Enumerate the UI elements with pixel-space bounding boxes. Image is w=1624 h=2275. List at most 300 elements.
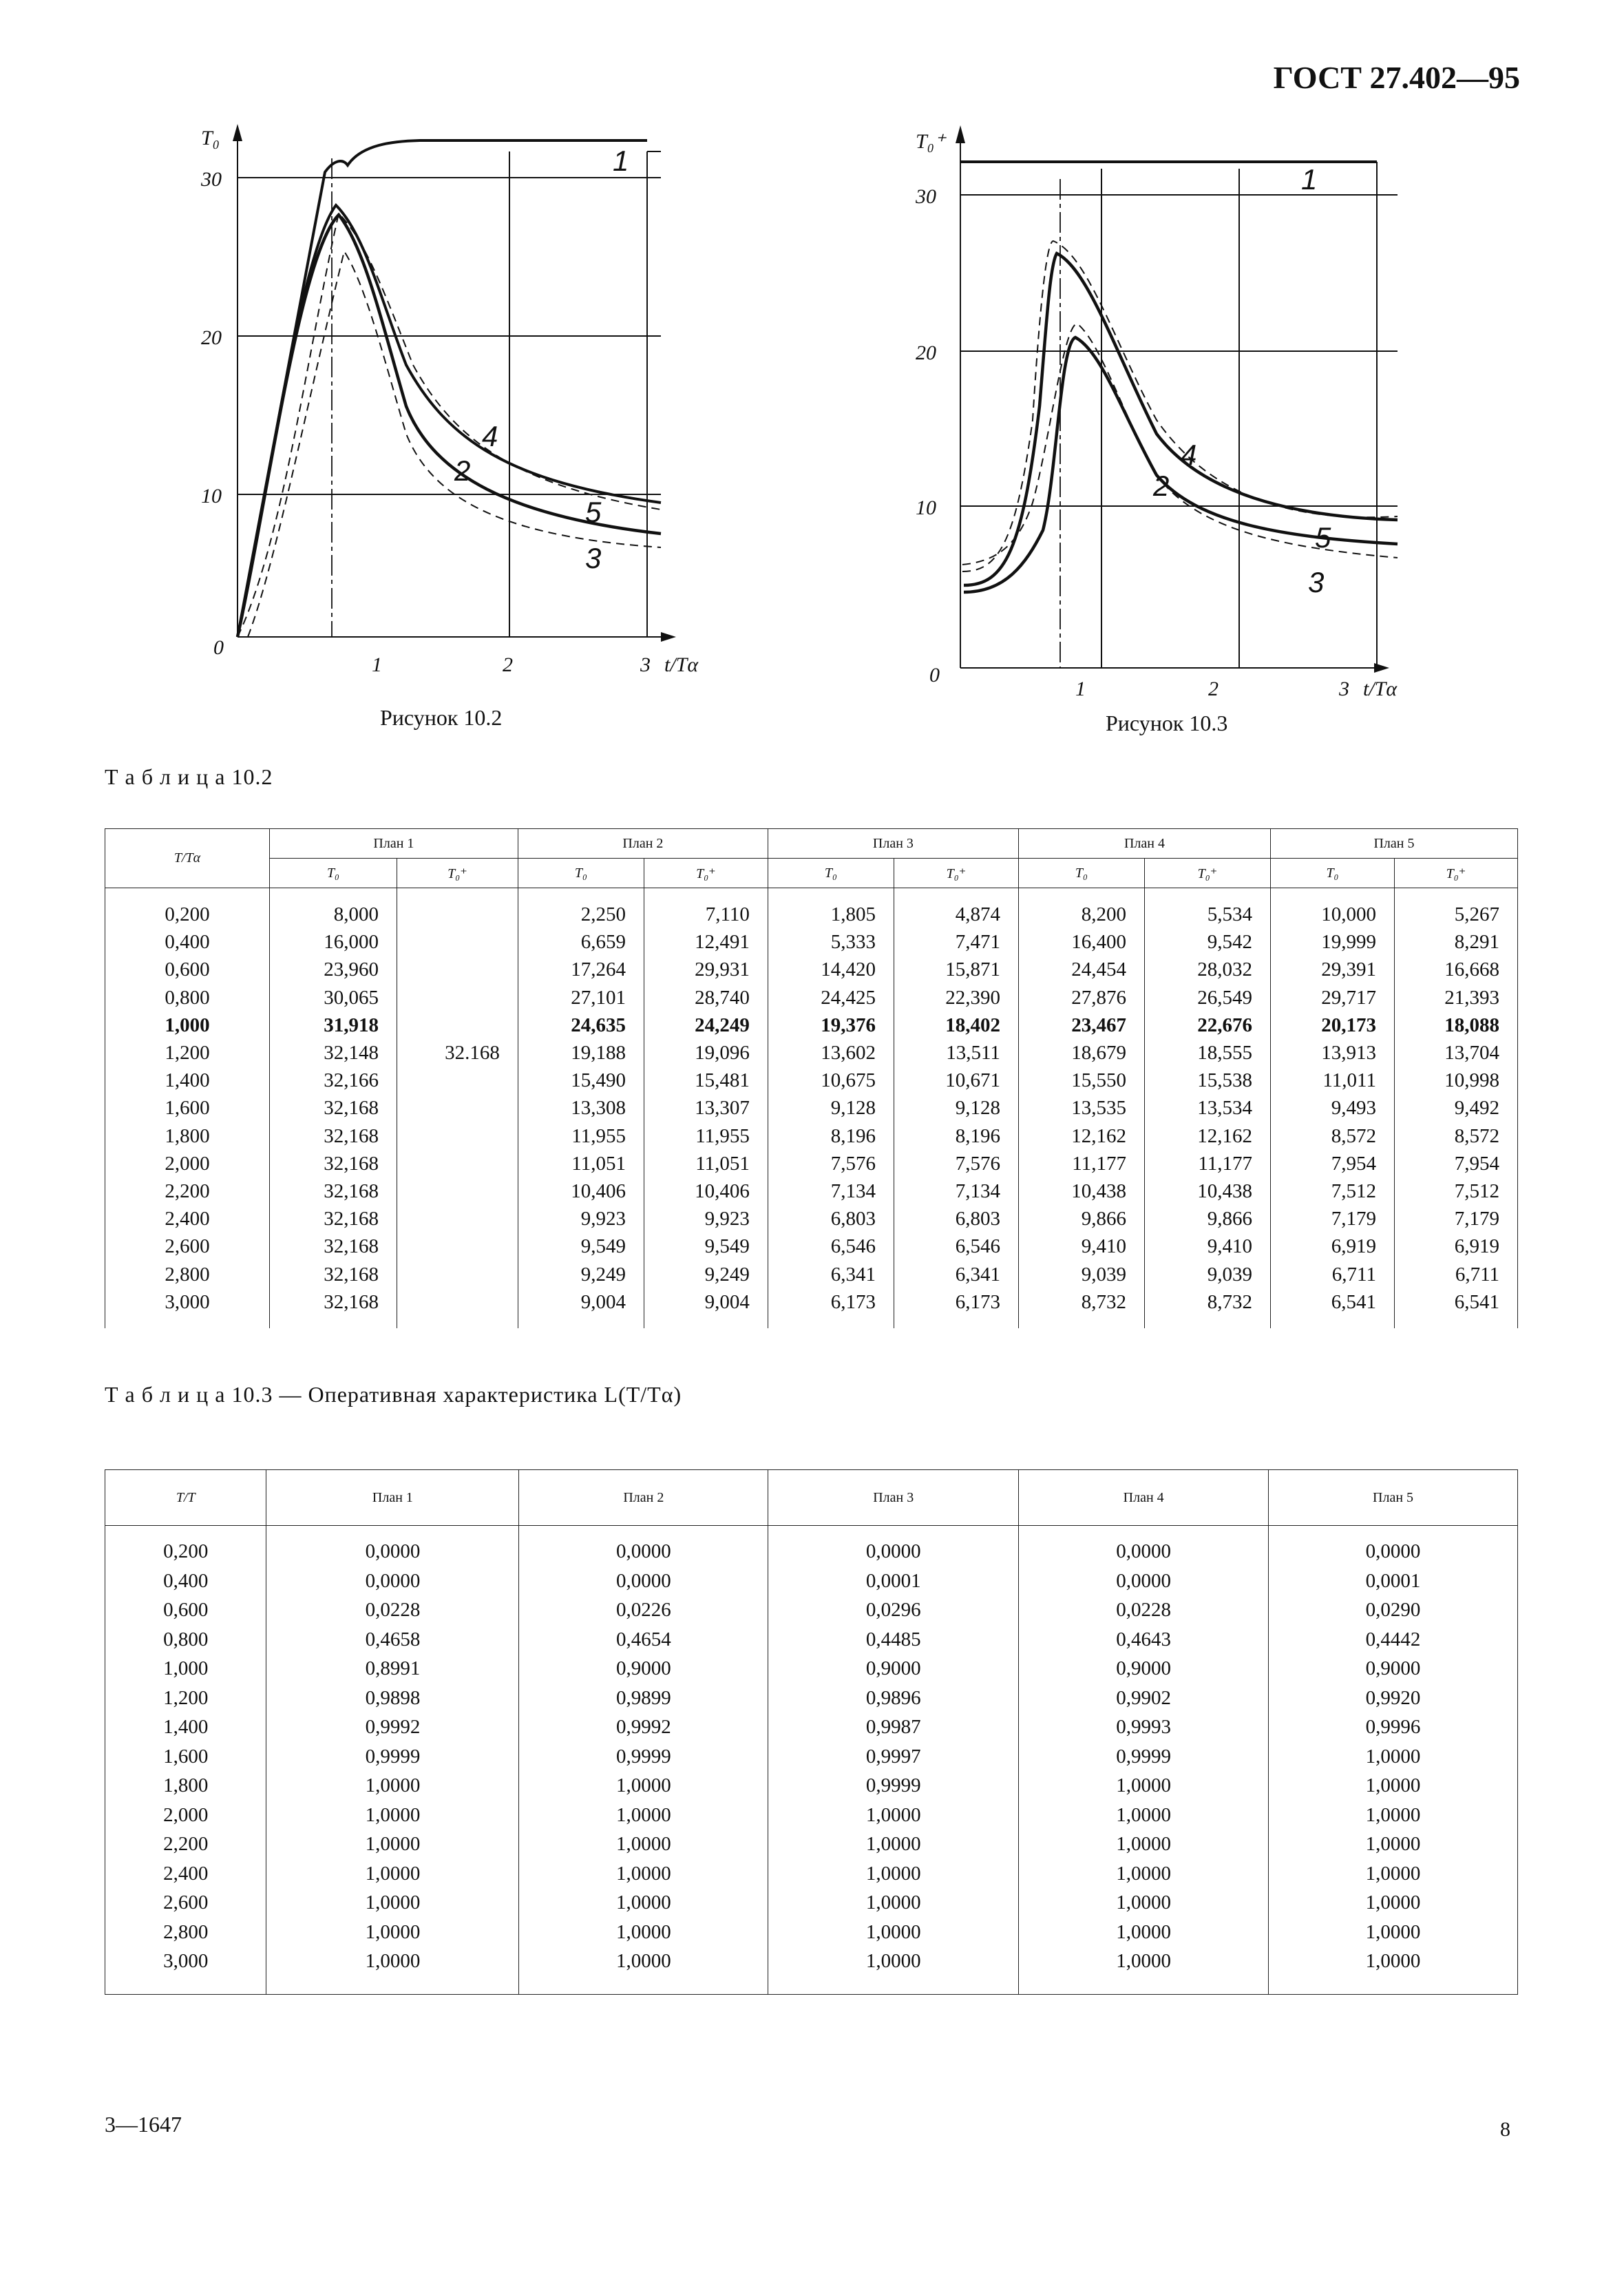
table-cell: 8,196	[768, 1122, 894, 1150]
table-cell: 1,800	[105, 1122, 270, 1150]
header-plan-3: План 3	[768, 1470, 1019, 1526]
curve-label-5: 5	[1315, 521, 1331, 554]
header-plan-1: План 1	[266, 1470, 519, 1526]
table-cell: 0,9000	[768, 1654, 1019, 1684]
table-cell: 0,4485	[768, 1625, 1019, 1655]
table-cell: 15,550	[1018, 1067, 1144, 1094]
table-cell: 1,0000	[266, 1888, 519, 1918]
table-cell: 6,341	[894, 1261, 1018, 1288]
table-cell: 0,0000	[1019, 1537, 1269, 1566]
table-cell: 24,454	[1018, 956, 1144, 983]
header-plan-5: План 5	[1269, 1470, 1518, 1526]
table-cell: 1,0000	[768, 1801, 1019, 1830]
table-cell: 32,168	[269, 1177, 397, 1205]
table-row	[105, 1261, 1518, 1288]
table-cell: 32,148	[269, 1039, 397, 1067]
subheader: T₀⁺	[1144, 859, 1270, 888]
table-row	[105, 1771, 1518, 1801]
table-cell: 0,0000	[768, 1537, 1019, 1566]
table-cell: 9,004	[644, 1288, 768, 1316]
table-cell: 8,732	[1144, 1288, 1270, 1316]
table-cell: 1,0000	[768, 1859, 1019, 1889]
table-cell: 22,676	[1144, 1011, 1270, 1039]
curve-label-4: 4	[1181, 439, 1197, 471]
table-cell: 8,572	[1394, 1122, 1517, 1150]
spacer-cell	[1269, 1976, 1518, 1995]
table-cell: 1,0000	[266, 1859, 519, 1889]
spacer-cell	[894, 888, 1018, 901]
table-cell: 0,8991	[266, 1654, 519, 1684]
table-cell: 13,535	[1018, 1094, 1144, 1122]
table-cell: 9,128	[768, 1094, 894, 1122]
table-cell: 1,0000	[266, 1947, 519, 1976]
table-cell: 0,0290	[1269, 1595, 1518, 1625]
table-cell: 16,400	[1018, 928, 1144, 956]
table-row	[105, 1684, 1518, 1713]
table-cell: 7,134	[894, 1177, 1018, 1205]
spacer-cell	[1144, 1316, 1270, 1328]
table-cell: 13,602	[768, 1039, 894, 1067]
table-row	[105, 1122, 1518, 1150]
table-cell: 2,250	[518, 901, 644, 928]
table-cell: 1,0000	[1019, 1859, 1269, 1889]
table-cell: 0,4442	[1269, 1625, 1518, 1655]
table-cell: 1,0000	[519, 1859, 768, 1889]
table-cell: 1,600	[105, 1094, 270, 1122]
table-cell: 16,000	[269, 928, 397, 956]
spacer-cell	[1018, 1316, 1144, 1328]
table-cell: 6,173	[894, 1288, 1018, 1316]
table-row	[105, 1595, 1518, 1625]
table-cell: 9,549	[518, 1233, 644, 1260]
table-cell: 11,955	[518, 1122, 644, 1150]
subheader: T₀	[768, 859, 894, 888]
table-cell: 0,0000	[1019, 1566, 1269, 1596]
table-cell	[397, 984, 518, 1011]
table-cell: 30,065	[269, 984, 397, 1011]
x-axis-label: t/Tα	[1363, 678, 1398, 700]
curve-label-5: 5	[585, 496, 602, 528]
table-cell: 0,9996	[1269, 1712, 1518, 1742]
figure-caption: Рисунок 10.2	[380, 705, 503, 730]
header-plan-2: План 2	[519, 1470, 768, 1526]
table-cell: 11,955	[644, 1122, 768, 1150]
table-cell: 1,0000	[1269, 1947, 1518, 1976]
table-cell: 2,800	[105, 1261, 270, 1288]
table-cell: 12,162	[1018, 1122, 1144, 1150]
table-cell: 1,0000	[519, 1918, 768, 1947]
table-cell: 24,249	[644, 1011, 768, 1039]
table-cell: 9,923	[518, 1205, 644, 1233]
table-cell: 2,000	[105, 1801, 266, 1830]
figure-10-3-plot	[895, 117, 1459, 709]
table-row	[105, 1830, 1518, 1859]
table-cell: 0,200	[105, 901, 270, 928]
spacer-cell	[1394, 888, 1517, 901]
table-cell: 0,9999	[1019, 1742, 1269, 1772]
table-cell	[397, 1094, 518, 1122]
table-cell: 8,196	[894, 1122, 1018, 1150]
x-tick-3: 3	[640, 653, 651, 676]
table-10-3-caption: Т а б л и ц а 10.3 — Оперативная характеристика L(T/Tα)	[105, 1382, 682, 1407]
table-cell: 1,0000	[1269, 1830, 1518, 1859]
table-cell	[397, 1011, 518, 1039]
table-cell: 3,000	[105, 1288, 270, 1316]
table-cell: 0,0000	[266, 1566, 519, 1596]
header-plan-5: План 5	[1271, 829, 1518, 859]
table-cell: 7,576	[894, 1150, 1018, 1177]
spacer-cell	[1018, 888, 1144, 901]
table-cell: 6,711	[1271, 1261, 1395, 1288]
curve-label-4: 4	[482, 420, 498, 452]
table-cell: 9,249	[644, 1261, 768, 1288]
table-cell: 1,805	[768, 901, 894, 928]
table-cell: 6,541	[1394, 1288, 1517, 1316]
table-cell	[397, 1177, 518, 1205]
curve-label-1: 1	[1301, 163, 1318, 196]
table-cell: 10,675	[768, 1067, 894, 1094]
spacer-cell	[105, 1976, 266, 1995]
table-cell: 0,4654	[519, 1625, 768, 1655]
table-cell: 0,9000	[519, 1654, 768, 1684]
table-cell: 7,179	[1394, 1205, 1517, 1233]
table-cell: 1,0000	[519, 1771, 768, 1801]
x-axis-label: t/Tα	[664, 653, 699, 676]
spacer-cell	[768, 1976, 1019, 1995]
table-cell: 0,9920	[1269, 1684, 1518, 1713]
table-cell: 1,0000	[1019, 1918, 1269, 1947]
table-cell: 10,406	[518, 1177, 644, 1205]
curve-label-3: 3	[585, 542, 602, 574]
table-cell: 2,400	[105, 1205, 270, 1233]
table-cell: 0,9999	[266, 1742, 519, 1772]
table-cell: 9,542	[1144, 928, 1270, 956]
y-axis-label: T₀⁺	[916, 130, 945, 153]
table-cell: 2,200	[105, 1177, 270, 1205]
spacer-cell	[105, 888, 270, 901]
table-cell: 0,4643	[1019, 1625, 1269, 1655]
table-cell	[397, 1067, 518, 1094]
subheader: T₀	[518, 859, 644, 888]
table-cell: 24,635	[518, 1011, 644, 1039]
table-cell: 0,600	[105, 1595, 266, 1625]
table-cell: 15,871	[894, 956, 1018, 983]
subheader: T₀⁺	[397, 859, 518, 888]
table-cell: 5,333	[768, 928, 894, 956]
table-row	[105, 1150, 1518, 1177]
table-cell: 1,0000	[266, 1918, 519, 1947]
spacer-cell	[768, 1316, 894, 1328]
y-tick-20: 20	[916, 342, 936, 364]
header-plan-4: План 4	[1018, 829, 1270, 859]
figure-caption: Рисунок 10.3	[1106, 711, 1228, 735]
y-tick-0: 0	[213, 636, 224, 659]
table-cell: 6,919	[1394, 1233, 1517, 1260]
spacer-cell	[1019, 1526, 1269, 1538]
table-cell: 22,390	[894, 984, 1018, 1011]
y-tick-30: 30	[916, 185, 936, 208]
spacer-cell	[1394, 1316, 1517, 1328]
table-cell: 0,0000	[266, 1537, 519, 1566]
table-row	[105, 1625, 1518, 1655]
table-cell: 32,168	[269, 1094, 397, 1122]
table-cell: 11,051	[644, 1150, 768, 1177]
table-cell: 1,0000	[266, 1771, 519, 1801]
table-cell: 9,410	[1018, 1233, 1144, 1260]
table-cell: 8,200	[1018, 901, 1144, 928]
table-cell: 10,671	[894, 1067, 1018, 1094]
table-cell: 10,406	[644, 1177, 768, 1205]
table-cell	[397, 901, 518, 928]
table-cell: 1,0000	[1269, 1888, 1518, 1918]
header-plan-4: План 4	[1019, 1470, 1269, 1526]
table-cell: 2,400	[105, 1859, 266, 1889]
table-cell: 1,0000	[1269, 1801, 1518, 1830]
table-cell: 14,420	[768, 956, 894, 983]
spacer-cell	[1271, 888, 1395, 901]
page-number: 8	[1500, 2118, 1510, 2141]
table-cell: 0,400	[105, 928, 270, 956]
curve-label-1: 1	[613, 145, 629, 177]
spacer-cell	[1019, 1976, 1269, 1995]
table-cell: 9,493	[1271, 1094, 1395, 1122]
spacer-cell	[266, 1976, 519, 1995]
table-cell: 2,800	[105, 1918, 266, 1947]
x-tick-1: 1	[1075, 678, 1086, 700]
table-cell: 6,546	[768, 1233, 894, 1260]
table-cell: 4,874	[894, 901, 1018, 928]
table-cell: 1,0000	[1019, 1888, 1269, 1918]
table-cell: 32,168	[269, 1150, 397, 1177]
curve-2	[964, 253, 1398, 585]
table-cell: 1,0000	[1269, 1742, 1518, 1772]
table-cell: 19,999	[1271, 928, 1395, 956]
table-cell: 1,0000	[519, 1947, 768, 1976]
figure-10-3	[895, 117, 1459, 735]
table-cell: 6,659	[518, 928, 644, 956]
table-cell: 0,0228	[266, 1595, 519, 1625]
spacer-cell	[269, 888, 397, 901]
table-cell: 0,0000	[519, 1566, 768, 1596]
table-cell: 27,876	[1018, 984, 1144, 1011]
subheader: T₀⁺	[644, 859, 768, 888]
table-cell: 13,307	[644, 1094, 768, 1122]
table-cell: 2,600	[105, 1233, 270, 1260]
table-cell: 13,511	[894, 1039, 1018, 1067]
curve-label-2: 2	[1153, 470, 1170, 502]
table-cell: 0,0226	[519, 1595, 768, 1625]
spacer-cell	[518, 1316, 644, 1328]
spacer-cell	[644, 888, 768, 901]
table-cell: 0,0001	[1269, 1566, 1518, 1596]
table-cell: 9,039	[1144, 1261, 1270, 1288]
table-cell: 0,600	[105, 956, 270, 983]
table-cell: 19,376	[768, 1011, 894, 1039]
table-cell: 0,9993	[1019, 1712, 1269, 1742]
table-cell: 1,0000	[519, 1801, 768, 1830]
table-row	[105, 1067, 1518, 1094]
table-cell: 19,096	[644, 1039, 768, 1067]
table-cell: 10,998	[1394, 1067, 1517, 1094]
table-cell: 26,549	[1144, 984, 1270, 1011]
table-row	[105, 1742, 1518, 1772]
y-tick-20: 20	[201, 326, 222, 349]
table-cell: 9,923	[644, 1205, 768, 1233]
table-cell: 31,918	[269, 1011, 397, 1039]
table-cell: 0,9999	[519, 1742, 768, 1772]
table-cell: 32,168	[269, 1122, 397, 1150]
table-row	[105, 1011, 1518, 1039]
spacer-cell	[768, 888, 894, 901]
table-row	[105, 1537, 1518, 1566]
subheader: T₀⁺	[1394, 859, 1517, 888]
y-tick-10: 10	[201, 485, 222, 507]
table-cell: 13,534	[1144, 1094, 1270, 1122]
table-cell: 1,200	[105, 1684, 266, 1713]
table-row	[105, 984, 1518, 1011]
table-cell: 32,166	[269, 1067, 397, 1094]
spacer-cell	[105, 1316, 270, 1328]
table-cell: 6,803	[894, 1205, 1018, 1233]
table-cell: 0,800	[105, 1625, 266, 1655]
table-cell: 1,800	[105, 1771, 266, 1801]
subheader: T₀	[269, 859, 397, 888]
y-axis-label: T₀	[201, 127, 220, 149]
spacer-cell	[1269, 1526, 1518, 1538]
table-cell: 7,954	[1271, 1150, 1395, 1177]
table-cell: 8,291	[1394, 928, 1517, 956]
curve-label-2: 2	[454, 454, 471, 487]
table-cell: 6,803	[768, 1205, 894, 1233]
table-cell	[397, 1261, 518, 1288]
header-plan-2: План 2	[518, 829, 768, 859]
table-cell: 0,9000	[1019, 1654, 1269, 1684]
table-cell: 7,110	[644, 901, 768, 928]
curve-3	[962, 324, 1398, 565]
table-cell: 28,032	[1144, 956, 1270, 983]
table-cell: 6,546	[894, 1233, 1018, 1260]
table-cell: 1,000	[105, 1654, 266, 1684]
standard-designation: ГОСТ 27.402—95	[1273, 60, 1520, 95]
table-cell: 1,0000	[266, 1830, 519, 1859]
table-cell: 0,9000	[1269, 1654, 1518, 1684]
table-cell: 7,471	[894, 928, 1018, 956]
table-cell: 1,0000	[519, 1888, 768, 1918]
table-cell: 2,000	[105, 1150, 270, 1177]
spacer-cell	[1271, 1316, 1395, 1328]
table-cell: 9,128	[894, 1094, 1018, 1122]
table-cell: 21,393	[1394, 984, 1517, 1011]
table-cell: 8,000	[269, 901, 397, 928]
table-cell: 18,088	[1394, 1011, 1517, 1039]
table-cell: 12,162	[1144, 1122, 1270, 1150]
table-cell: 13,913	[1271, 1039, 1395, 1067]
table-cell: 15,538	[1144, 1067, 1270, 1094]
table-row	[105, 901, 1518, 928]
table-cell: 3,000	[105, 1947, 266, 1976]
table-row	[105, 1288, 1518, 1316]
spacer-cell	[894, 1316, 1018, 1328]
table-row	[105, 1918, 1518, 1947]
table-cell: 19,188	[518, 1039, 644, 1067]
header-plan-3: План 3	[768, 829, 1018, 859]
table-cell: 2,600	[105, 1888, 266, 1918]
curve-4	[962, 241, 1398, 572]
table-cell: 0,4658	[266, 1625, 519, 1655]
table-cell: 1,0000	[1019, 1771, 1269, 1801]
table-cell: 7,179	[1271, 1205, 1395, 1233]
table-cell: 9,249	[518, 1261, 644, 1288]
spacer-cell	[644, 1316, 768, 1328]
table-cell: 13,704	[1394, 1039, 1517, 1067]
table-cell: 32,168	[269, 1288, 397, 1316]
table-row	[105, 1233, 1518, 1260]
table-cell: 18,555	[1144, 1039, 1270, 1067]
table-cell: 0,0296	[768, 1595, 1019, 1625]
table-10-3	[105, 1469, 1518, 1995]
table-row	[105, 1566, 1518, 1596]
table-cell: 6,341	[768, 1261, 894, 1288]
table-cell: 1,0000	[1269, 1859, 1518, 1889]
table-cell: 9,549	[644, 1233, 768, 1260]
table-cell: 0,9902	[1019, 1684, 1269, 1713]
y-tick-0: 0	[929, 664, 940, 686]
table-cell: 10,438	[1018, 1177, 1144, 1205]
table-cell: 29,931	[644, 956, 768, 983]
table-cell: 2,200	[105, 1830, 266, 1859]
table-cell: 18,679	[1018, 1039, 1144, 1067]
curve-3	[248, 251, 661, 637]
table-cell: 11,011	[1271, 1067, 1395, 1094]
table-cell: 9,866	[1018, 1205, 1144, 1233]
table-cell: 0,9997	[768, 1742, 1019, 1772]
table-cell: 23,467	[1018, 1011, 1144, 1039]
table-cell: 32.168	[397, 1039, 518, 1067]
table-cell: 0,0000	[1269, 1537, 1518, 1566]
x-tick-1: 1	[372, 653, 382, 676]
table-cell: 7,954	[1394, 1150, 1517, 1177]
table-cell: 1,0000	[768, 1918, 1019, 1947]
spacer-cell	[397, 888, 518, 901]
table-cell: 10,438	[1144, 1177, 1270, 1205]
spacer-cell	[266, 1526, 519, 1538]
table-cell: 0,0001	[768, 1566, 1019, 1596]
table-cell: 0,9999	[768, 1771, 1019, 1801]
x-tick-2: 2	[1208, 678, 1219, 700]
spacer-cell	[519, 1526, 768, 1538]
table-cell: 13,308	[518, 1094, 644, 1122]
table-cell: 11,177	[1144, 1150, 1270, 1177]
table-cell: 1,400	[105, 1067, 270, 1094]
spacer-cell	[518, 888, 644, 901]
table-cell: 28,740	[644, 984, 768, 1011]
table-cell: 6,919	[1271, 1233, 1395, 1260]
table-cell: 1,0000	[1269, 1918, 1518, 1947]
table-cell: 1,0000	[1269, 1771, 1518, 1801]
table-cell: 9,410	[1144, 1233, 1270, 1260]
table-cell: 1,600	[105, 1742, 266, 1772]
table-cell: 24,425	[768, 984, 894, 1011]
table-cell: 11,177	[1018, 1150, 1144, 1177]
subheader: T₀	[1271, 859, 1395, 888]
table-row	[105, 928, 1518, 956]
table-cell: 29,717	[1271, 984, 1395, 1011]
table-cell: 11,051	[518, 1150, 644, 1177]
x-tick-3: 3	[1339, 678, 1349, 700]
table-cell: 23,960	[269, 956, 397, 983]
table-cell: 5,267	[1394, 901, 1517, 928]
spacer-cell	[1144, 888, 1270, 901]
